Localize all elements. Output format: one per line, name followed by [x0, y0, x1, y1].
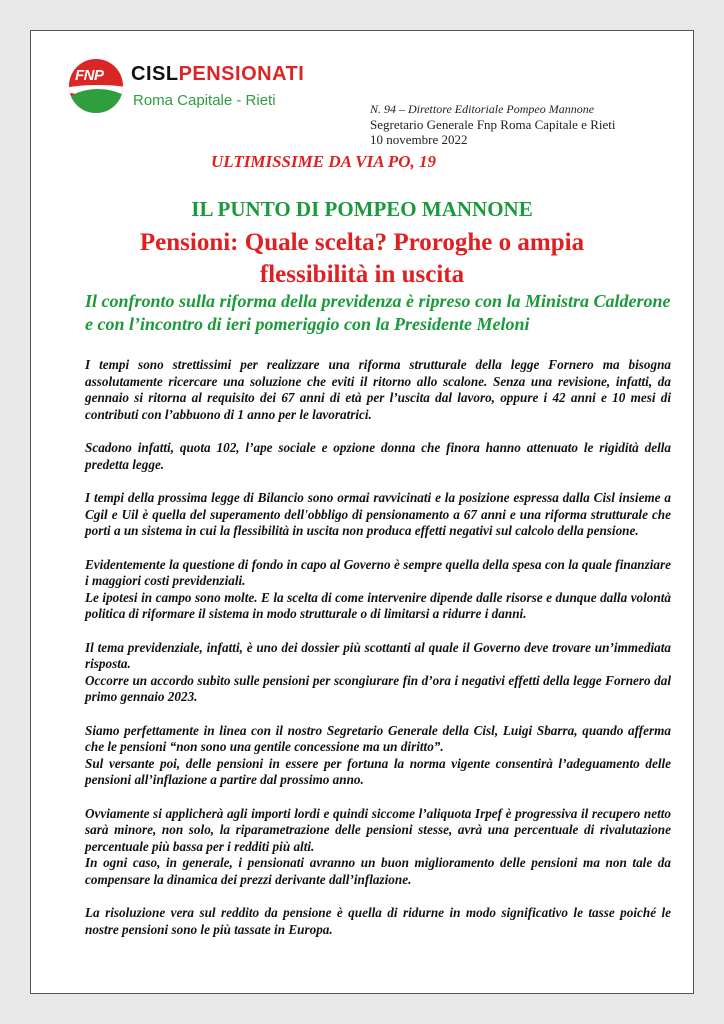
paragraph-line: La risoluzione vera sul reddito da pensione è quella di ridurne in modo significativo le tasse poiché le nostre pensioni sono le più tassate in Europa. — [85, 905, 671, 937]
cisl-pensionati-logo — [69, 59, 327, 119]
subheadline: Il confronto sulla riforma della previdenza è ripreso con la Ministra Calderone e con l’incontro di ieri pomeriggio con la Presidente Meloni — [85, 291, 671, 334]
article-body — [85, 357, 671, 955]
paragraph-line: Scadono infatti, quota 102, l’ape sociale e opzione donna che finora hanno attenuato le rigidità della predetta legge. — [85, 440, 671, 472]
section-title: IL PUNTO DI POMPEO MANNONE — [191, 197, 533, 221]
paragraph-line: Ovviamente si applicherà agli importi lordi e quindi siccome l’aliquota Irpef è progressiva il recupero netto sarà minore, non solo, la riparametrazione delle pensioni stesse, avrà una percentuale di rivalutazione percentuale più bassa per i redditi più alti. — [85, 805, 671, 854]
secretary-line: Segretario Generale Fnp Roma Capitale e Rieti — [370, 117, 616, 132]
paragraph — [85, 357, 671, 423]
paragraph-line: In ogni caso, in generale, i pensionati avranno un buon miglioramento delle pensioni ma non tale da compensare la dinamica dei prezzi derivante dall’inflazione. — [85, 855, 671, 887]
issue-date: 10 novembre 2022 — [370, 132, 468, 147]
paragraph — [85, 490, 671, 540]
paragraph-line: Le ipotesi in campo sono molte. E la scelta di come intervenire dipende dalle risorse e dunque dalla volontà politica di riformare il sistema in modo strutturale o di limitarsi a ridurre i danni. — [85, 589, 671, 621]
paragraph — [85, 905, 671, 938]
headline-line-1: Pensioni: Quale scelta? Proroghe o ampia — [139, 229, 585, 256]
paragraph-line: Siamo perfettamente in linea con il nostro Segretario Generale della Cisl, Luigi Sbarra, quando afferma che le pensioni “non sono una gentile concessione ma un diritto”. — [85, 722, 671, 754]
fnp-logo-icon — [69, 59, 123, 113]
logo-subtitle: Roma Capitale - Rieti — [133, 92, 276, 109]
header-info — [370, 102, 615, 147]
paragraph — [85, 806, 671, 889]
document-page — [30, 30, 694, 994]
paragraph — [85, 723, 671, 789]
paragraph-line: Sul versante poi, delle pensioni in essere per fortuna la norma vigente consentirà l’adeguamento delle pensioni all’inflazione a partire dal prossimo anno. — [85, 755, 671, 787]
paragraph-line: I tempi della prossima legge di Bilancio sono ormai ravvicinati e la posizione espressa dalla Cisl insieme a Cgil e Uil è quella del superamento dell'obbligo di pensionamento a 67 anni e una riforma strutturale che porti a un sistema in cui la flessibilità in uscita non produca effetti negativi sul calcolo della pensione. — [85, 490, 671, 538]
kicker: ULTIMISSIME DA VIA PO, 19 — [211, 152, 437, 171]
paragraph-line: Evidentemente la questione di fondo in capo al Governo è sempre quella della spesa con la quale finanziare i maggiori costi previdenziali. — [85, 556, 671, 588]
paragraph-line: Occorre un accordo subito sulle pensioni per scongiurare fin d’ora i negativi effetti della legge Fornero dal primo gennaio 2023. — [85, 672, 671, 704]
logo-pensionati-text: PENSIONATI — [178, 63, 305, 85]
headline-line-2: flessibilità in uscita — [259, 261, 465, 288]
logo-fnp-text: FNP — [75, 67, 104, 84]
logo-cisl-text: CISL — [131, 63, 179, 85]
logo-title — [131, 63, 304, 86]
headline — [51, 227, 673, 291]
paragraph — [85, 640, 671, 706]
paragraph-line: Il tema previdenziale, infatti, è uno dei dossier più scottanti al quale il Governo deve trovare un’immediata risposta. — [85, 639, 671, 671]
issue-line: N. 94 – Direttore Editoriale Pompeo Mannone — [370, 102, 595, 116]
paragraph — [85, 440, 671, 473]
paragraph-line: I tempi sono strettissimi per realizzare una riforma strutturale della legge Fornero ma bisogna assolutamente ricercare una soluzione che eviti il ritorno allo scalone. Senza una revisione, infatti, da gennaio si ritorna al requisito dei 67 anni di età per l’uscita dal lavoro, oppure i 42 anni e 10 mesi di contributi con l’abbuono di 1 anno per le lavoratrici. — [85, 357, 671, 422]
paragraph — [85, 557, 671, 623]
